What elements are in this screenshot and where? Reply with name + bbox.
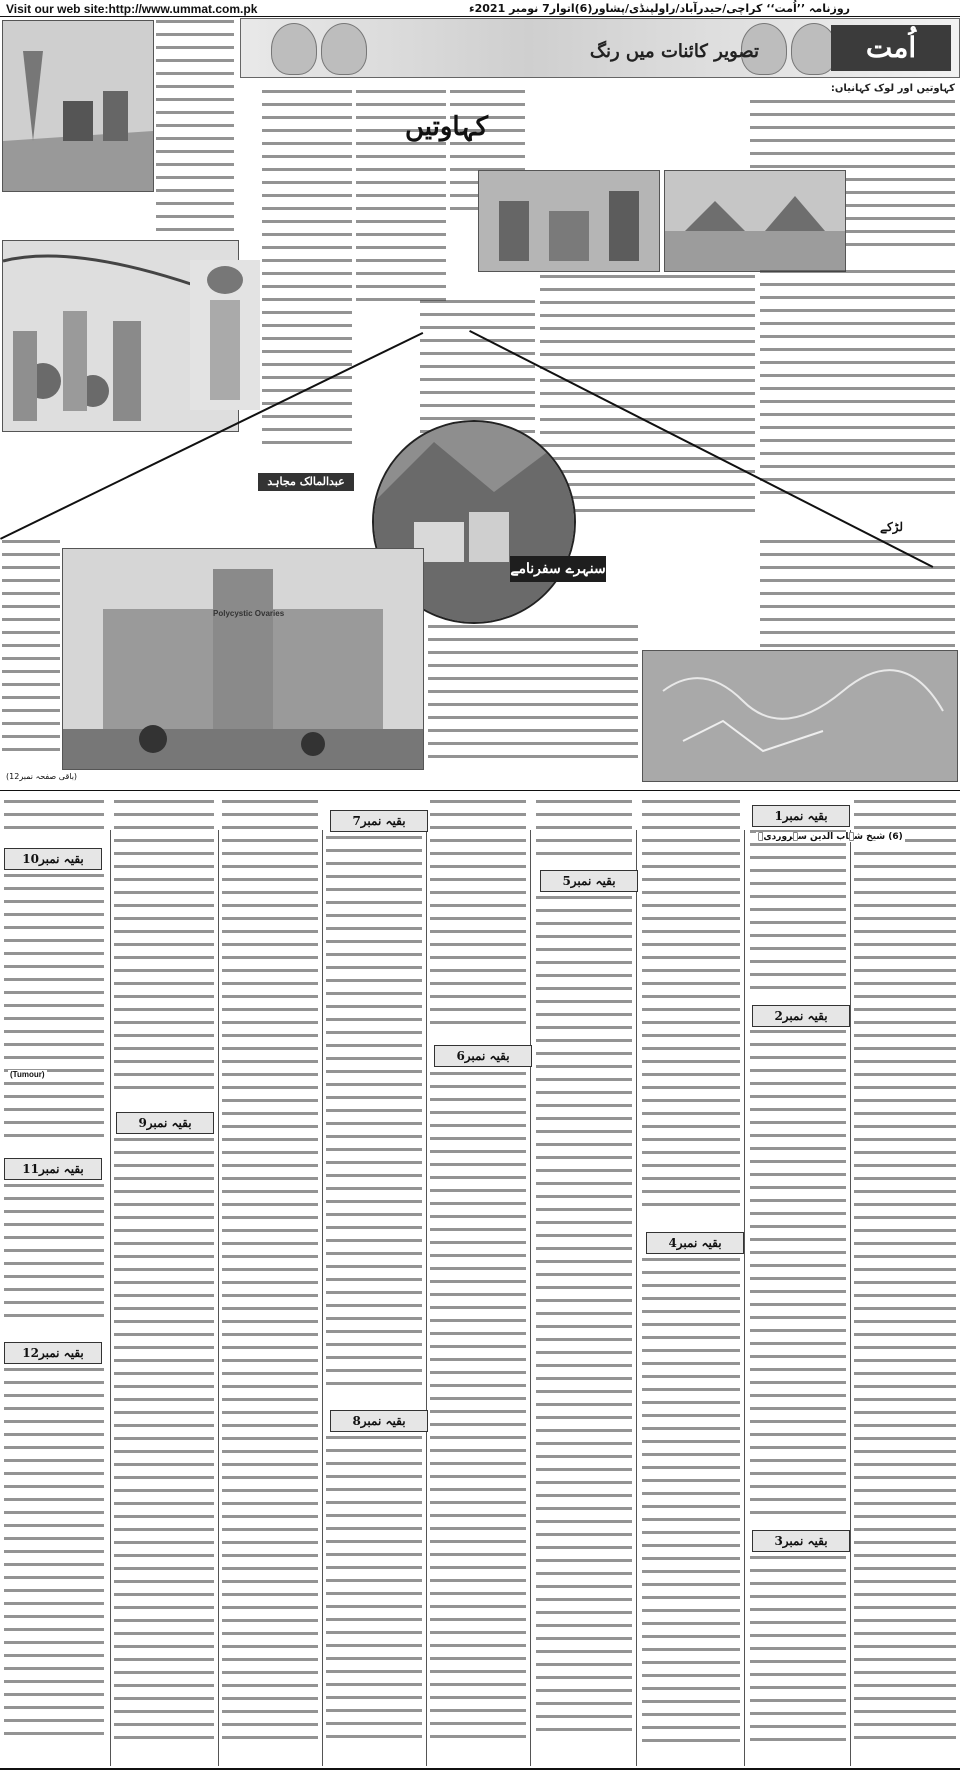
- continuation-head-4: بقیہ نمبر4: [646, 1232, 744, 1254]
- village-scene-icon: [3, 21, 153, 191]
- fort-building-photo: [62, 548, 424, 770]
- continuation-head-9: بقیہ نمبر9: [116, 1112, 214, 1134]
- continuation-head-5: بقیہ نمبر5: [540, 870, 638, 892]
- continuation-head-11: بقیہ نمبر11: [4, 1158, 102, 1180]
- article-column: [536, 800, 632, 864]
- dateline: روزنامہ ’’اُمت‘‘ کراچی/حیدرآباد/راولپنڈی/پشاور(6)اتوار7 نومبر 2021ء: [468, 2, 850, 15]
- section-rule: [0, 790, 960, 791]
- continuation-head-6: بقیہ نمبر6: [434, 1045, 532, 1067]
- continued-note: (باقی صفحہ نمبر12): [6, 772, 78, 781]
- kahawatein-title: کہاوتیں: [405, 112, 488, 142]
- column-divider: [636, 830, 637, 1766]
- article-column: [222, 800, 318, 1760]
- article-column: [4, 1368, 104, 1760]
- column-divider: [218, 830, 219, 1766]
- continuation-head-7: بقیہ نمبر7: [330, 810, 428, 832]
- article-column: [430, 800, 526, 1040]
- continuation-head-1: بقیہ نمبر1: [752, 805, 850, 827]
- safarnama-banner: سنہرے سفرنامے: [510, 556, 606, 582]
- article-column: [156, 20, 234, 250]
- article-column: [2, 540, 60, 770]
- article-column: [4, 874, 104, 1154]
- column-divider: [426, 830, 427, 1766]
- header-rule: [0, 16, 960, 17]
- article-column: [540, 275, 755, 525]
- continuation-head-3: بقیہ نمبر3: [752, 1530, 850, 1552]
- continuation-head-2: بقیہ نمبر2: [752, 1005, 850, 1027]
- article-column: [114, 1138, 214, 1760]
- continuation-head-10: بقیہ نمبر10: [4, 848, 102, 870]
- article-column: [326, 1436, 422, 1761]
- column-divider: [850, 830, 851, 1766]
- woman-carrying-pot-drawing: [190, 260, 260, 410]
- column-divider: [322, 830, 323, 1766]
- village-huts-photo: [664, 170, 846, 272]
- article-column: [4, 800, 104, 844]
- brand-logo: اُمت: [831, 25, 951, 71]
- article-column: [114, 800, 214, 1108]
- article-column: [750, 1556, 846, 1761]
- article-column: [536, 896, 632, 1761]
- family-scene-icon: [479, 171, 659, 271]
- inline-term: (Tumour): [10, 1070, 45, 1079]
- column-divider: [110, 830, 111, 1766]
- masthead-banner: [240, 18, 960, 78]
- section-heading: کہاوتیں اور لوک کہانیاں:: [830, 83, 955, 94]
- website-link[interactable]: Visit our web site:http://www.ummat.com.pk: [6, 2, 258, 16]
- article-column: [4, 1184, 104, 1338]
- article-column: [642, 800, 740, 1225]
- pot-woman-icon: [190, 260, 260, 410]
- rock-carvings-icon: [643, 651, 957, 781]
- portrait-illustration: [321, 23, 367, 75]
- article-column: [854, 800, 956, 1760]
- inline-heading: (6) شیخ شہاب الدین سہروردیؒ: [758, 832, 903, 842]
- article-column: [750, 1030, 846, 1525]
- article-column: [326, 836, 422, 1406]
- fort-building-icon: [63, 549, 423, 769]
- rock-carvings-photo: [642, 650, 958, 782]
- column-divider: [530, 830, 531, 1766]
- continuation-head-8: بقیہ نمبر8: [330, 1410, 428, 1432]
- village-painting-photo: [2, 20, 154, 192]
- article-column: [760, 270, 955, 510]
- family-painting-photo: [478, 170, 660, 272]
- huts-scene-icon: [665, 171, 845, 271]
- article-column: [642, 1258, 740, 1763]
- larkay-heading: لڑکے: [880, 520, 904, 534]
- article-column: [428, 625, 638, 775]
- page-bottom-rule: [0, 1768, 960, 1770]
- portrait-illustration: [271, 23, 317, 75]
- photo-caption: Polycystic Ovaries: [213, 609, 285, 618]
- column-divider: [744, 830, 745, 1766]
- article-column: [430, 1072, 526, 1762]
- author-name: عبدالمالک مجاہد: [258, 473, 354, 491]
- masthead-tagline: تصویر کائنات میں رنگ: [589, 41, 759, 62]
- continuation-head-12: بقیہ نمبر12: [4, 1342, 102, 1364]
- article-column: [750, 830, 846, 1000]
